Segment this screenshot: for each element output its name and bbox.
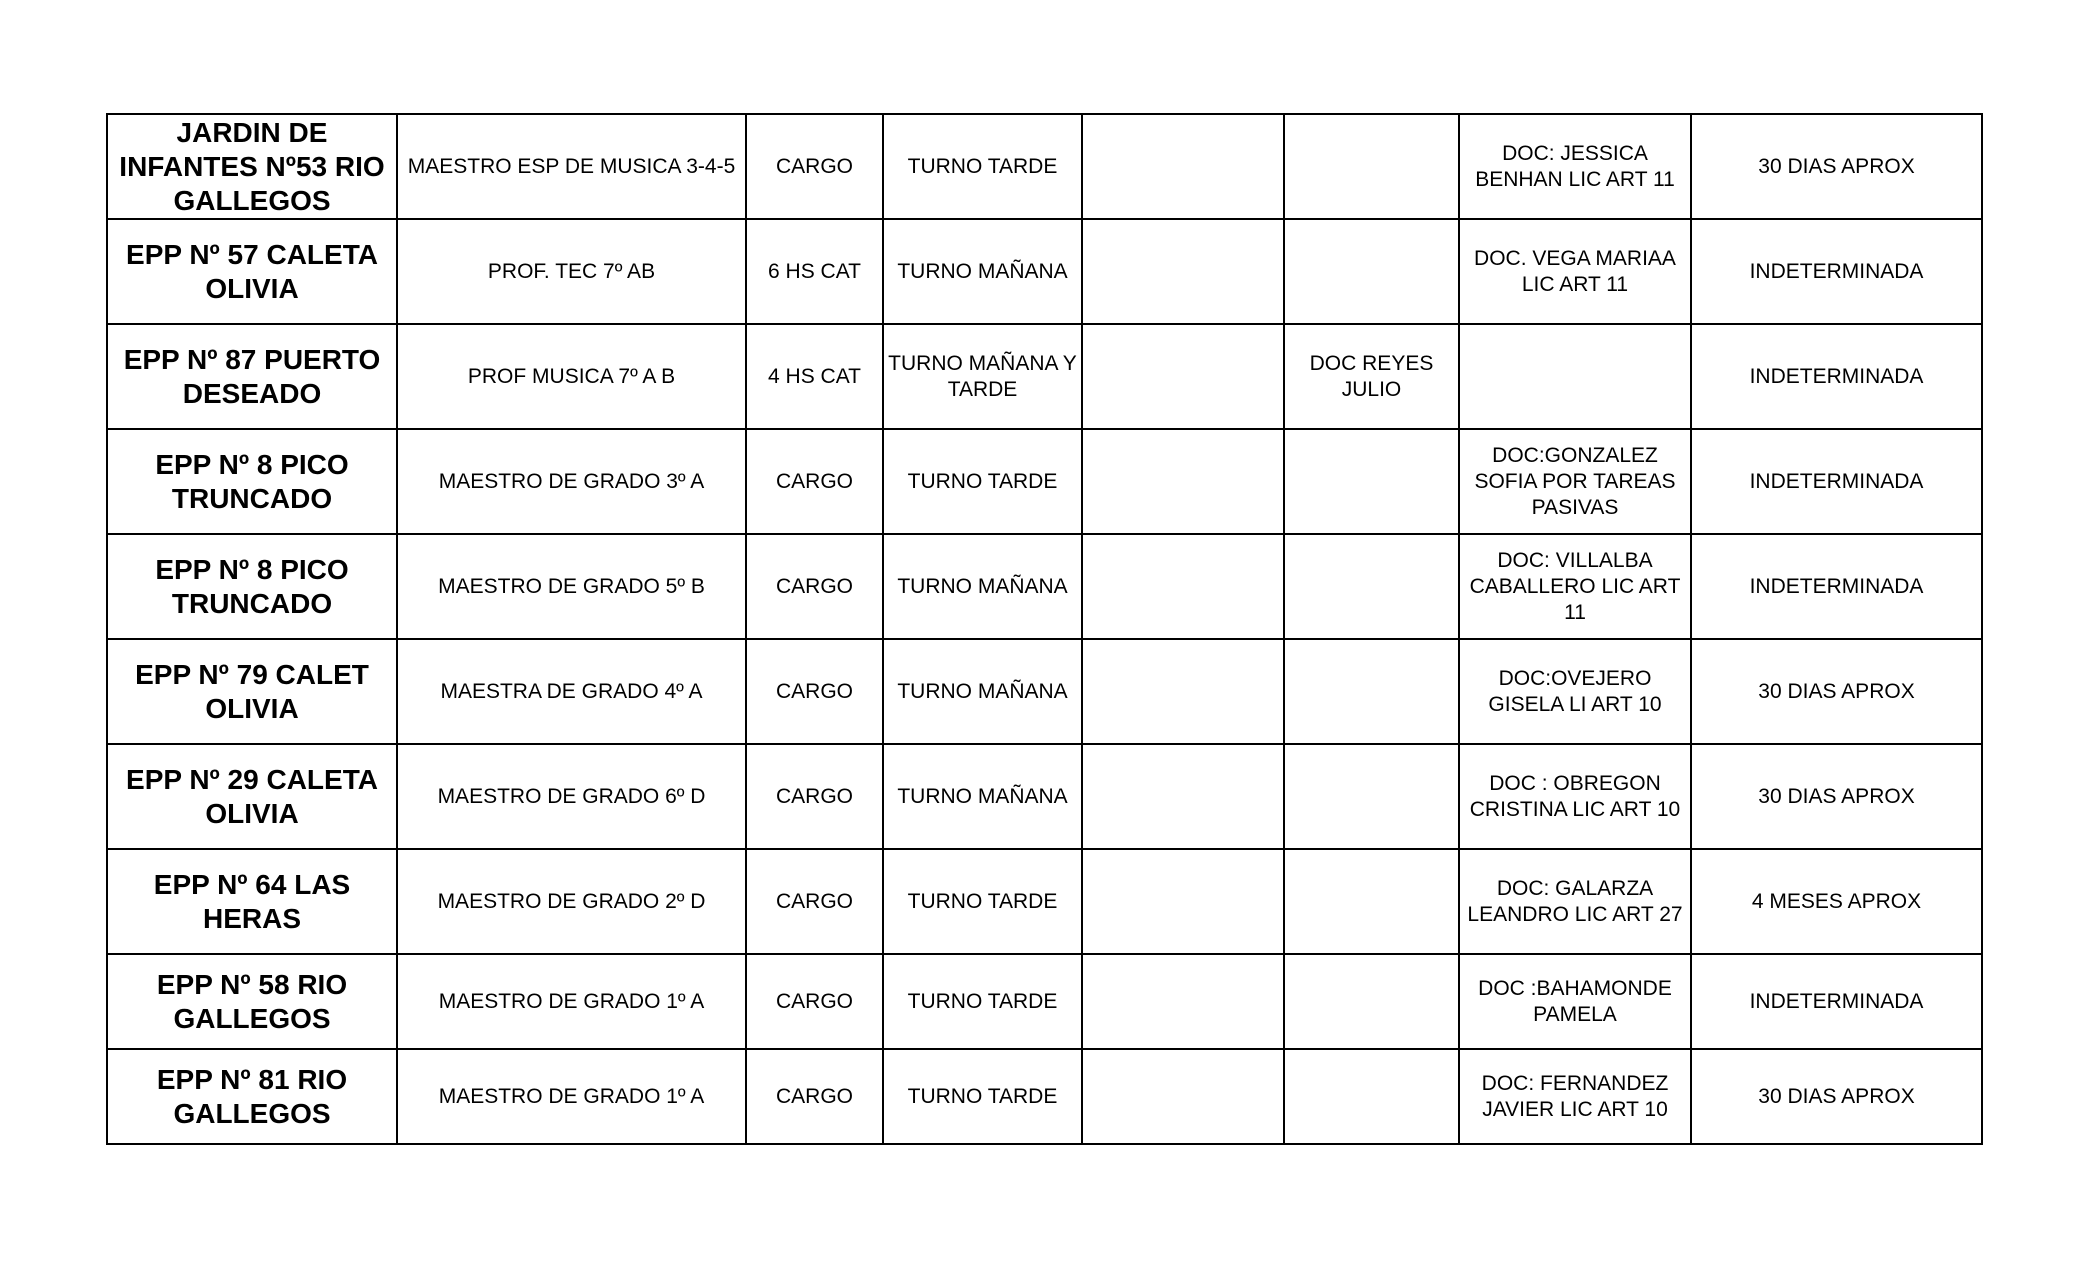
school-cell: EPP Nº 79 CALET OLIVIA: [107, 639, 397, 744]
table-row: [107, 849, 1982, 954]
substitute-cell: DOC : OBREGON CRISTINA LIC ART 10: [1459, 744, 1691, 849]
duration-cell: INDETERMINADA: [1691, 219, 1982, 324]
type-cell: 6 HS CAT: [746, 219, 883, 324]
substitute-cell: DOC: JESSICA BENHAN LIC ART 11: [1459, 114, 1691, 219]
extra-cell: [1284, 114, 1459, 219]
type-cell: CARGO: [746, 744, 883, 849]
position-cell: PROF. TEC 7º AB: [397, 219, 746, 324]
shift-cell: TURNO MAÑANA Y TARDE: [883, 324, 1082, 429]
duration-cell: INDETERMINADA: [1691, 954, 1982, 1049]
school-cell: EPP Nº 8 PICO TRUNCADO: [107, 534, 397, 639]
extra-cell: [1284, 849, 1459, 954]
type-cell: CARGO: [746, 429, 883, 534]
empty-cell: [1082, 534, 1284, 639]
extra-cell: [1284, 954, 1459, 1049]
table-row: [107, 429, 1982, 534]
school-cell: EPP Nº 29 CALETA OLIVIA: [107, 744, 397, 849]
substitute-cell: DOC: FERNANDEZ JAVIER LIC ART 10: [1459, 1049, 1691, 1144]
empty-cell: [1082, 324, 1284, 429]
position-cell: PROF MUSICA 7º A B: [397, 324, 746, 429]
position-cell: MAESTRA DE GRADO 4º A: [397, 639, 746, 744]
empty-cell: [1082, 744, 1284, 849]
shift-cell: TURNO TARDE: [883, 849, 1082, 954]
substitute-cell: [1459, 324, 1691, 429]
empty-cell: [1082, 1049, 1284, 1144]
shift-cell: TURNO TARDE: [883, 114, 1082, 219]
table-row: [107, 1049, 1982, 1144]
school-cell: EPP Nº 8 PICO TRUNCADO: [107, 429, 397, 534]
position-cell: MAESTRO ESP DE MUSICA 3-4-5: [397, 114, 746, 219]
empty-cell: [1082, 849, 1284, 954]
duration-cell: 30 DIAS APROX: [1691, 1049, 1982, 1144]
table-row: [107, 219, 1982, 324]
table-row: [107, 534, 1982, 639]
table-body: [107, 114, 1982, 1144]
shift-cell: TURNO TARDE: [883, 429, 1082, 534]
vacancies-table: [106, 113, 1983, 1145]
substitute-cell: DOC:OVEJERO GISELA LI ART 10: [1459, 639, 1691, 744]
substitute-cell: DOC:GONZALEZ SOFIA POR TAREAS PASIVAS: [1459, 429, 1691, 534]
shift-cell: TURNO MAÑANA: [883, 744, 1082, 849]
position-cell: MAESTRO DE GRADO 5º B: [397, 534, 746, 639]
type-cell: CARGO: [746, 639, 883, 744]
shift-cell: TURNO TARDE: [883, 954, 1082, 1049]
extra-cell: [1284, 219, 1459, 324]
type-cell: 4 HS CAT: [746, 324, 883, 429]
duration-cell: 30 DIAS APROX: [1691, 639, 1982, 744]
position-cell: MAESTRO DE GRADO 1º A: [397, 1049, 746, 1144]
substitute-cell: DOC: GALARZA LEANDRO LIC ART 27: [1459, 849, 1691, 954]
table-row: [107, 744, 1982, 849]
empty-cell: [1082, 219, 1284, 324]
type-cell: CARGO: [746, 849, 883, 954]
shift-cell: TURNO TARDE: [883, 1049, 1082, 1144]
duration-cell: INDETERMINADA: [1691, 429, 1982, 534]
position-cell: MAESTRO DE GRADO 1º A: [397, 954, 746, 1049]
school-cell: EPP Nº 58 RIO GALLEGOS: [107, 954, 397, 1049]
substitute-cell: DOC :BAHAMONDE PAMELA: [1459, 954, 1691, 1049]
school-cell: EPP Nº 87 PUERTO DESEADO: [107, 324, 397, 429]
empty-cell: [1082, 954, 1284, 1049]
type-cell: CARGO: [746, 114, 883, 219]
position-cell: MAESTRO DE GRADO 3º A: [397, 429, 746, 534]
extra-cell: [1284, 534, 1459, 639]
type-cell: CARGO: [746, 534, 883, 639]
shift-cell: TURNO MAÑANA: [883, 219, 1082, 324]
position-cell: MAESTRO DE GRADO 2º D: [397, 849, 746, 954]
empty-cell: [1082, 639, 1284, 744]
duration-cell: 30 DIAS APROX: [1691, 114, 1982, 219]
shift-cell: TURNO MAÑANA: [883, 534, 1082, 639]
empty-cell: [1082, 114, 1284, 219]
extra-cell: [1284, 1049, 1459, 1144]
duration-cell: 30 DIAS APROX: [1691, 744, 1982, 849]
shift-cell: TURNO MAÑANA: [883, 639, 1082, 744]
school-cell: EPP Nº 57 CALETA OLIVIA: [107, 219, 397, 324]
school-cell: EPP Nº 81 RIO GALLEGOS: [107, 1049, 397, 1144]
table-row: [107, 114, 1982, 219]
type-cell: CARGO: [746, 954, 883, 1049]
extra-cell: DOC REYES JULIO: [1284, 324, 1459, 429]
substitute-cell: DOC: VILLALBA CABALLERO LIC ART 11: [1459, 534, 1691, 639]
school-cell: JARDIN DE INFANTES Nº53 RIO GALLEGOS: [107, 114, 397, 219]
extra-cell: [1284, 429, 1459, 534]
table-row: [107, 954, 1982, 1049]
duration-cell: INDETERMINADA: [1691, 534, 1982, 639]
extra-cell: [1284, 744, 1459, 849]
table-row: [107, 639, 1982, 744]
duration-cell: 4 MESES APROX: [1691, 849, 1982, 954]
duration-cell: INDETERMINADA: [1691, 324, 1982, 429]
substitute-cell: DOC. VEGA MARIAA LIC ART 11: [1459, 219, 1691, 324]
school-cell: EPP Nº 64 LAS HERAS: [107, 849, 397, 954]
type-cell: CARGO: [746, 1049, 883, 1144]
extra-cell: [1284, 639, 1459, 744]
position-cell: MAESTRO DE GRADO 6º D: [397, 744, 746, 849]
empty-cell: [1082, 429, 1284, 534]
table-row: [107, 324, 1982, 429]
